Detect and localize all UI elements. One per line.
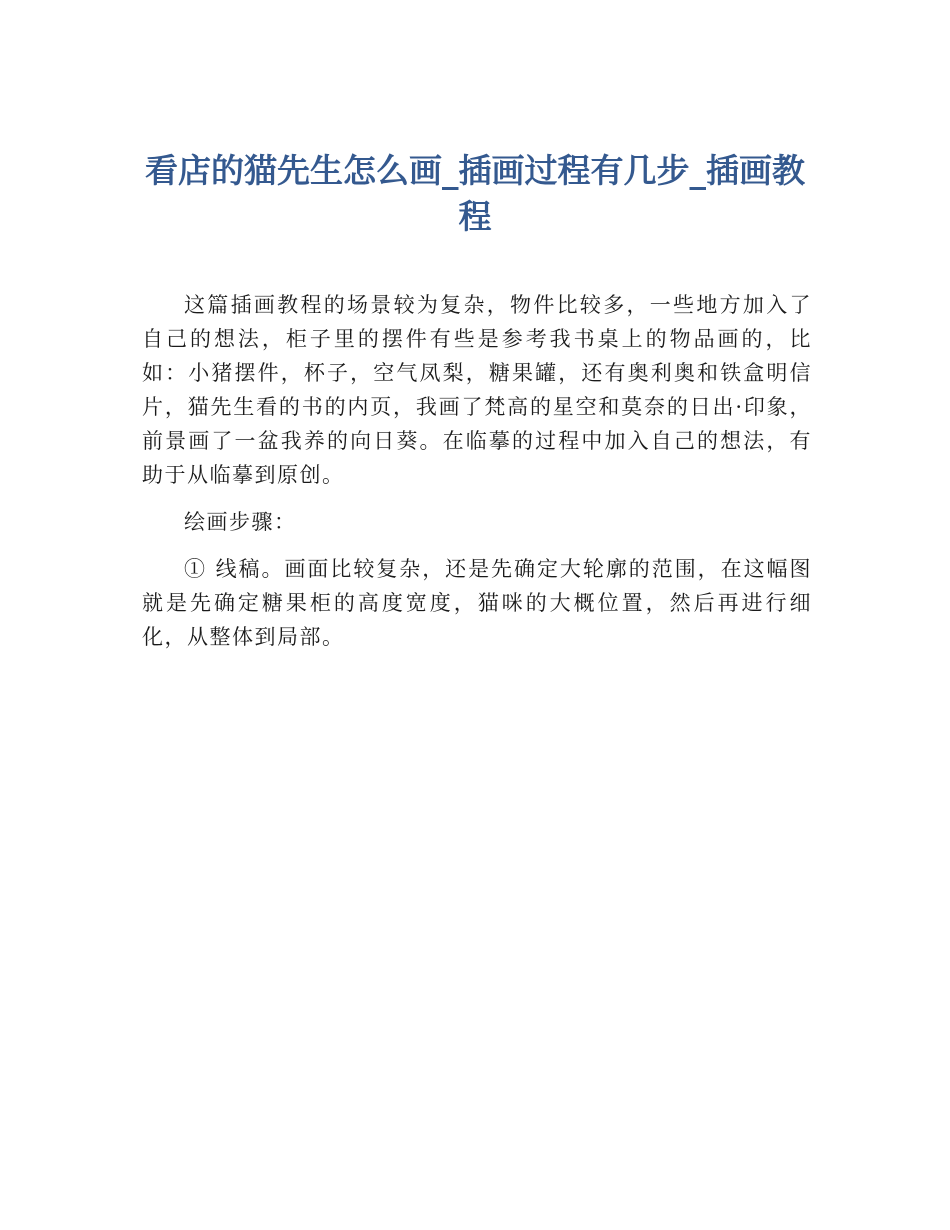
steps-heading-paragraph: 绘画步骤： xyxy=(184,510,297,534)
step-one-paragraph: ① 线稿。画面比较复杂，还是先确定大轮廓的范围，在这幅图就是先确定糖果柜的高度宽度，猫咪的大概位置，然后再进行细化，从整体到局部。 xyxy=(142,557,812,649)
document-title: 看店的猫先生怎么画_插画过程有几步_插画教程 xyxy=(145,151,805,236)
document-body xyxy=(142,288,812,654)
intro-paragraph: 这篇插画教程的场景较为复杂，物件比较多，一些地方加入了自己的想法，柜子里的摆件有些是参考我书桌上的物品画的，比如：小猪摆件，杯子，空气凤梨，糖果罐，还有奥利奥和铁盒明信片，猫先生看的书的内页，我画了梵高的星空和莫奈的日出·印象，前景画了一盆我养的向日葵。在临摹的过程中加入自己的想法，有助于从临摹到原创。 xyxy=(142,293,812,487)
